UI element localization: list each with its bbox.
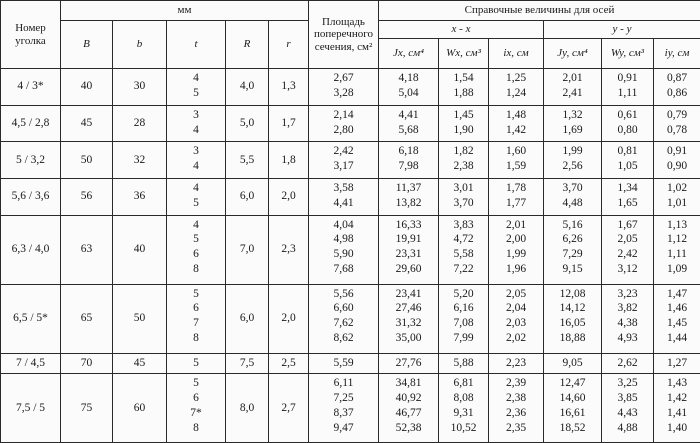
wy-cell: 3,23 bbox=[617, 287, 638, 300]
area-cell: 4,98 bbox=[333, 233, 354, 246]
thickness-list bbox=[167, 105, 226, 142]
wx-list bbox=[439, 69, 489, 106]
wy-cell: 0,81 bbox=[617, 145, 638, 158]
wx-cell: 8,08 bbox=[453, 391, 474, 404]
leg-b-cell: 60 bbox=[113, 373, 167, 442]
iy-cell: 0,78 bbox=[666, 123, 688, 136]
jx-cell: 4,41 bbox=[398, 108, 419, 121]
jx-cell: 27,46 bbox=[395, 302, 422, 315]
iy-cell: 0,91 bbox=[666, 145, 688, 158]
ix-list bbox=[489, 178, 544, 215]
iy-list bbox=[654, 284, 700, 353]
area-list bbox=[309, 353, 379, 373]
jy-cell: 7,29 bbox=[562, 248, 583, 261]
jy-list bbox=[544, 353, 602, 373]
header-reference: Справочные величины для осей bbox=[379, 1, 700, 21]
wy-cell: 3,85 bbox=[617, 391, 638, 404]
jx-cell: 19,91 bbox=[395, 233, 422, 246]
area-cell: 2,14 bbox=[333, 108, 354, 121]
table-row bbox=[1, 284, 700, 353]
ix-cell: 2,01 bbox=[505, 218, 527, 231]
ix-cell: 2,02 bbox=[505, 332, 527, 345]
thickness-cell: 4 bbox=[193, 123, 199, 136]
wx-cell: 1,88 bbox=[453, 86, 474, 99]
wy-cell: 4,93 bbox=[617, 332, 638, 345]
table-row bbox=[1, 215, 700, 284]
area-list bbox=[309, 178, 379, 215]
iy-cell: 0,79 bbox=[666, 108, 688, 121]
area-cell: 9,47 bbox=[333, 421, 354, 434]
thickness-cell: 8 bbox=[193, 263, 199, 276]
ix-cell: 2,39 bbox=[505, 376, 527, 389]
area-cell: 3,28 bbox=[333, 86, 354, 99]
wy-list bbox=[602, 178, 654, 215]
leg-B-cell: 40 bbox=[61, 69, 113, 106]
iy-list bbox=[654, 373, 700, 442]
wy-cell: 0,61 bbox=[617, 108, 638, 121]
wy-cell: 0,91 bbox=[617, 72, 638, 84]
thickness-cell: 3 bbox=[193, 145, 199, 158]
header-Wx: Wx, см³ bbox=[439, 39, 489, 69]
jx-cell: 31,32 bbox=[395, 317, 422, 330]
thickness-cell: 4 bbox=[193, 160, 199, 173]
iy-cell: 1,12 bbox=[666, 233, 688, 246]
angle-number-cell: 6,5 / 5* bbox=[1, 284, 61, 353]
wx-cell: 7,22 bbox=[453, 263, 474, 276]
wx-cell: 5,88 bbox=[453, 356, 474, 369]
table-row bbox=[1, 353, 700, 373]
jx-cell: 16,33 bbox=[395, 218, 422, 231]
leg-b-cell: 30 bbox=[113, 69, 167, 106]
area-cell: 8,37 bbox=[333, 406, 354, 419]
ix-cell: 1,99 bbox=[505, 248, 527, 261]
area-list bbox=[309, 142, 379, 179]
jx-cell: 7,98 bbox=[398, 160, 419, 173]
radius-r-cell: 1,3 bbox=[269, 69, 309, 106]
jx-cell: 29,60 bbox=[395, 263, 422, 276]
wy-cell: 0,80 bbox=[617, 123, 638, 136]
wx-cell: 5,58 bbox=[453, 248, 474, 261]
jy-cell: 2,01 bbox=[562, 72, 583, 84]
ix-cell: 1,78 bbox=[505, 181, 527, 194]
jy-list bbox=[544, 284, 602, 353]
iy-cell: 1,45 bbox=[666, 317, 688, 330]
jx-cell: 52,38 bbox=[395, 421, 422, 434]
angle-number-cell: 7 / 4,5 bbox=[1, 353, 61, 373]
jy-list bbox=[544, 215, 602, 284]
ix-cell: 2,36 bbox=[505, 406, 527, 419]
jx-cell: 46,77 bbox=[395, 406, 422, 419]
table-row bbox=[1, 178, 700, 215]
header-area: Площадь поперечного сечения, см² bbox=[309, 1, 379, 69]
area-cell: 7,68 bbox=[333, 263, 354, 276]
area-cell: 3,58 bbox=[333, 181, 354, 194]
area-list bbox=[309, 105, 379, 142]
ix-cell: 1,42 bbox=[505, 123, 527, 136]
table-row bbox=[1, 105, 700, 142]
wx-list bbox=[439, 215, 489, 284]
wx-cell: 6,81 bbox=[453, 376, 474, 389]
wy-cell: 4,88 bbox=[617, 421, 638, 434]
thickness-cell: 8 bbox=[193, 421, 199, 434]
area-list bbox=[309, 284, 379, 353]
jy-list bbox=[544, 142, 602, 179]
ix-cell: 1,24 bbox=[505, 86, 527, 99]
jy-cell: 6,26 bbox=[562, 233, 583, 246]
ix-cell: 2,35 bbox=[505, 421, 527, 434]
wy-cell: 1,65 bbox=[617, 196, 638, 209]
jx-cell: 23,31 bbox=[395, 248, 422, 261]
ix-cell: 1,96 bbox=[505, 263, 527, 276]
ix-cell: 1,59 bbox=[505, 160, 527, 173]
jy-cell: 1,32 bbox=[562, 108, 583, 121]
area-list bbox=[309, 215, 379, 284]
jx-cell: 40,92 bbox=[395, 391, 422, 404]
ix-cell: 2,38 bbox=[505, 391, 527, 404]
ix-cell: 2,00 bbox=[505, 233, 527, 246]
area-cell: 3,17 bbox=[333, 160, 354, 173]
leg-B-cell: 75 bbox=[61, 373, 113, 442]
header-axis-xx: x - x bbox=[379, 21, 544, 39]
area-cell: 5,56 bbox=[333, 287, 354, 300]
area-cell: 7,62 bbox=[333, 317, 354, 330]
iy-cell: 1,01 bbox=[666, 196, 688, 209]
angle-number-cell: 7,5 / 5 bbox=[1, 373, 61, 442]
wy-cell: 3,25 bbox=[617, 376, 638, 389]
ix-list bbox=[489, 284, 544, 353]
area-cell: 2,42 bbox=[333, 145, 354, 158]
ix-cell: 2,23 bbox=[505, 356, 527, 369]
wy-cell: 4,43 bbox=[617, 406, 638, 419]
ix-cell: 1,25 bbox=[505, 72, 527, 84]
wx-cell: 4,72 bbox=[453, 233, 474, 246]
iy-cell: 1,13 bbox=[666, 218, 688, 231]
iy-list bbox=[654, 353, 700, 373]
wy-cell: 2,05 bbox=[617, 233, 638, 246]
header-axis-yy: y - y bbox=[544, 21, 700, 39]
radius-r-cell: 2,0 bbox=[269, 178, 309, 215]
angle-number-cell: 4 / 3* bbox=[1, 69, 61, 106]
thickness-cell: 6 bbox=[193, 391, 199, 404]
thickness-cell: 7* bbox=[190, 406, 202, 419]
iy-list bbox=[654, 178, 700, 215]
ix-list bbox=[489, 353, 544, 373]
wy-cell: 2,62 bbox=[617, 356, 638, 369]
thickness-cell: 6 bbox=[193, 302, 199, 315]
jx-list bbox=[379, 105, 439, 142]
thickness-cell: 5 bbox=[193, 196, 199, 209]
header-Jy: Jy, см⁴ bbox=[544, 39, 602, 69]
leg-b-cell: 32 bbox=[113, 142, 167, 179]
wx-cell: 3,83 bbox=[453, 218, 474, 231]
leg-B-cell: 70 bbox=[61, 353, 113, 373]
wx-cell: 9,31 bbox=[453, 406, 474, 419]
area-cell: 7,25 bbox=[333, 391, 354, 404]
iy-cell: 1,02 bbox=[666, 181, 688, 194]
jy-cell: 12,47 bbox=[559, 376, 586, 389]
iy-cell: 1,43 bbox=[666, 376, 688, 389]
wy-list bbox=[602, 373, 654, 442]
ix-cell: 1,77 bbox=[505, 196, 527, 209]
wx-list bbox=[439, 142, 489, 179]
wx-cell: 3,70 bbox=[453, 196, 474, 209]
radius-r-cell: 1,7 bbox=[269, 105, 309, 142]
wx-cell: 7,99 bbox=[453, 332, 474, 345]
jy-list bbox=[544, 105, 602, 142]
wy-cell: 1,67 bbox=[617, 218, 638, 231]
ix-cell: 2,03 bbox=[505, 317, 527, 330]
thickness-cell: 4 bbox=[193, 218, 199, 231]
radius-r-cell: 2,3 bbox=[269, 215, 309, 284]
area-cell: 2,80 bbox=[333, 123, 354, 136]
header-R: R bbox=[226, 21, 269, 69]
radius-r-cell: 2,5 bbox=[269, 353, 309, 373]
ix-cell: 2,05 bbox=[505, 287, 527, 300]
ix-cell: 1,48 bbox=[505, 108, 527, 121]
leg-B-cell: 45 bbox=[61, 105, 113, 142]
wx-cell: 6,16 bbox=[453, 302, 474, 315]
radius-R-cell: 7,0 bbox=[226, 215, 269, 284]
iy-cell: 1,44 bbox=[666, 332, 688, 345]
leg-B-cell: 65 bbox=[61, 284, 113, 353]
thickness-cell: 8 bbox=[193, 332, 199, 345]
area-list bbox=[309, 69, 379, 106]
jy-list bbox=[544, 178, 602, 215]
thickness-list bbox=[167, 353, 226, 373]
angle-number-cell: 6,3 / 4,0 bbox=[1, 215, 61, 284]
thickness-cell: 5 bbox=[193, 233, 199, 246]
jx-list bbox=[379, 284, 439, 353]
jx-list bbox=[379, 353, 439, 373]
jx-cell: 5,68 bbox=[398, 123, 419, 136]
thickness-cell: 4 bbox=[193, 181, 199, 194]
iy-cell: 1,46 bbox=[666, 302, 688, 315]
ix-cell: 1,60 bbox=[505, 145, 527, 158]
area-cell: 8,62 bbox=[333, 332, 354, 345]
ix-list bbox=[489, 69, 544, 106]
jy-cell: 18,52 bbox=[559, 421, 586, 434]
radius-r-cell: 1,8 bbox=[269, 142, 309, 179]
leg-b-cell: 50 bbox=[113, 284, 167, 353]
ix-list bbox=[489, 105, 544, 142]
iy-cell: 1,09 bbox=[666, 263, 688, 276]
wx-list bbox=[439, 178, 489, 215]
table-row bbox=[1, 142, 700, 179]
wx-cell: 7,08 bbox=[453, 317, 474, 330]
angle-number-cell: 4,5 / 2,8 bbox=[1, 105, 61, 142]
wy-list bbox=[602, 142, 654, 179]
wx-cell: 5,20 bbox=[453, 287, 474, 300]
thickness-cell: 5 bbox=[193, 287, 199, 300]
wx-list bbox=[439, 284, 489, 353]
wy-cell: 2,42 bbox=[617, 248, 638, 261]
ix-list bbox=[489, 373, 544, 442]
area-cell: 6,60 bbox=[333, 302, 354, 315]
wx-cell: 2,38 bbox=[453, 160, 474, 173]
wy-cell: 3,12 bbox=[617, 263, 638, 276]
wx-list bbox=[439, 105, 489, 142]
wy-cell: 1,34 bbox=[617, 181, 638, 194]
header-ix: ix, см bbox=[489, 39, 544, 69]
jx-cell: 27,76 bbox=[395, 356, 422, 369]
area-cell: 5,90 bbox=[333, 248, 354, 261]
iy-cell: 1,42 bbox=[666, 391, 688, 404]
jx-cell: 4,18 bbox=[398, 72, 419, 84]
jx-cell: 35,00 bbox=[395, 332, 422, 345]
jy-cell: 1,99 bbox=[562, 145, 583, 158]
thickness-cell: 5 bbox=[193, 86, 199, 99]
jx-cell: 5,04 bbox=[398, 86, 419, 99]
thickness-list bbox=[167, 178, 226, 215]
leg-b-cell: 36 bbox=[113, 178, 167, 215]
jy-cell: 2,41 bbox=[562, 86, 583, 99]
thickness-cell: 7 bbox=[193, 317, 199, 330]
leg-B-cell: 50 bbox=[61, 142, 113, 179]
wy-list bbox=[602, 284, 654, 353]
wy-list bbox=[602, 69, 654, 106]
ix-list bbox=[489, 142, 544, 179]
jx-list bbox=[379, 373, 439, 442]
jx-cell: 23,41 bbox=[395, 287, 422, 300]
wx-cell: 3,01 bbox=[453, 181, 474, 194]
jy-cell: 14,60 bbox=[559, 391, 586, 404]
iy-cell: 0,87 bbox=[666, 72, 688, 84]
angle-number-cell: 5,6 / 3,6 bbox=[1, 178, 61, 215]
wy-cell: 1,05 bbox=[617, 160, 638, 173]
leg-b-cell: 40 bbox=[113, 215, 167, 284]
radius-R-cell: 4,0 bbox=[226, 69, 269, 106]
jy-cell: 9,05 bbox=[562, 356, 583, 369]
wy-cell: 4,38 bbox=[617, 317, 638, 330]
thickness-list bbox=[167, 215, 226, 284]
wy-list bbox=[602, 105, 654, 142]
header-b: b bbox=[113, 21, 167, 69]
radius-R-cell: 7,5 bbox=[226, 353, 269, 373]
jy-cell: 14,12 bbox=[559, 302, 586, 315]
wy-cell: 1,11 bbox=[617, 86, 638, 99]
header-Wy: Wy, см³ bbox=[602, 39, 654, 69]
header-r: r bbox=[269, 21, 309, 69]
jy-cell: 9,15 bbox=[562, 263, 583, 276]
area-cell: 6,11 bbox=[333, 376, 354, 389]
iy-cell: 0,86 bbox=[666, 86, 688, 99]
thickness-cell: 5 bbox=[193, 376, 199, 389]
jy-list bbox=[544, 373, 602, 442]
wx-list bbox=[439, 373, 489, 442]
table-row bbox=[1, 69, 700, 106]
wx-cell: 10,52 bbox=[450, 421, 477, 434]
wx-cell: 1,45 bbox=[453, 108, 474, 121]
wy-cell: 3,82 bbox=[617, 302, 638, 315]
radius-r-cell: 2,7 bbox=[269, 373, 309, 442]
thickness-cell: 3 bbox=[193, 108, 199, 121]
jx-cell: 11,37 bbox=[395, 181, 422, 194]
jx-list bbox=[379, 69, 439, 106]
jx-list bbox=[379, 178, 439, 215]
radius-R-cell: 8,0 bbox=[226, 373, 269, 442]
jx-list bbox=[379, 142, 439, 179]
jy-cell: 16,05 bbox=[559, 317, 586, 330]
area-cell: 5,59 bbox=[333, 356, 354, 369]
header-B: B bbox=[61, 21, 113, 69]
header-t: t bbox=[167, 21, 226, 69]
jy-cell: 4,48 bbox=[562, 196, 583, 209]
radius-r-cell: 2,0 bbox=[269, 284, 309, 353]
leg-B-cell: 63 bbox=[61, 215, 113, 284]
area-list bbox=[309, 373, 379, 442]
thickness-list bbox=[167, 69, 226, 106]
iy-list bbox=[654, 69, 700, 106]
header-iy: iy, см bbox=[654, 39, 700, 69]
iy-cell: 1,47 bbox=[666, 287, 688, 300]
wx-cell: 1,90 bbox=[453, 123, 474, 136]
jy-cell: 18,88 bbox=[559, 332, 586, 345]
iy-list bbox=[654, 142, 700, 179]
iy-cell: 0,90 bbox=[666, 160, 688, 173]
leg-b-cell: 45 bbox=[113, 353, 167, 373]
iy-list bbox=[654, 215, 700, 284]
jy-cell: 5,16 bbox=[562, 218, 583, 231]
thickness-cell: 4 bbox=[193, 72, 199, 84]
wy-list bbox=[602, 353, 654, 373]
wy-list bbox=[602, 215, 654, 284]
area-cell: 4,41 bbox=[333, 196, 354, 209]
ix-cell: 2,04 bbox=[505, 302, 527, 315]
table-body bbox=[1, 69, 700, 443]
thickness-list bbox=[167, 142, 226, 179]
radius-R-cell: 6,0 bbox=[226, 284, 269, 353]
jx-cell: 13,82 bbox=[395, 196, 422, 209]
thickness-list bbox=[167, 284, 226, 353]
iy-cell: 1,27 bbox=[666, 356, 688, 369]
area-cell: 4,04 bbox=[333, 218, 354, 231]
jy-cell: 16,61 bbox=[559, 406, 586, 419]
ix-list bbox=[489, 215, 544, 284]
iy-cell: 1,11 bbox=[667, 248, 687, 261]
angle-number-cell: 5 / 3,2 bbox=[1, 142, 61, 179]
thickness-cell: 5 bbox=[193, 356, 199, 369]
header-mm: мм bbox=[61, 1, 309, 21]
jy-list bbox=[544, 69, 602, 106]
radius-R-cell: 5,0 bbox=[226, 105, 269, 142]
area-cell: 2,67 bbox=[333, 72, 354, 84]
iy-cell: 1,41 bbox=[666, 406, 688, 419]
wx-list bbox=[439, 353, 489, 373]
leg-B-cell: 56 bbox=[61, 178, 113, 215]
jy-cell: 3,70 bbox=[562, 181, 583, 194]
radius-R-cell: 5,5 bbox=[226, 142, 269, 179]
table-row bbox=[1, 373, 700, 442]
wx-cell: 1,82 bbox=[453, 145, 474, 158]
jx-cell: 6,18 bbox=[398, 145, 419, 158]
wx-cell: 1,54 bbox=[453, 72, 474, 84]
iy-cell: 1,40 bbox=[666, 421, 688, 434]
jy-cell: 1,69 bbox=[562, 123, 583, 136]
jx-cell: 34,81 bbox=[395, 376, 422, 389]
jx-list bbox=[379, 215, 439, 284]
header-Jx: Jx, см⁴ bbox=[379, 39, 439, 69]
jy-cell: 12,08 bbox=[559, 287, 586, 300]
header-angle-number: Номер уголка bbox=[1, 1, 61, 69]
radius-R-cell: 6,0 bbox=[226, 178, 269, 215]
iy-list bbox=[654, 105, 700, 142]
thickness-cell: 6 bbox=[193, 248, 199, 261]
thickness-list bbox=[167, 373, 226, 442]
leg-b-cell: 28 bbox=[113, 105, 167, 142]
jy-cell: 2,56 bbox=[562, 160, 583, 173]
